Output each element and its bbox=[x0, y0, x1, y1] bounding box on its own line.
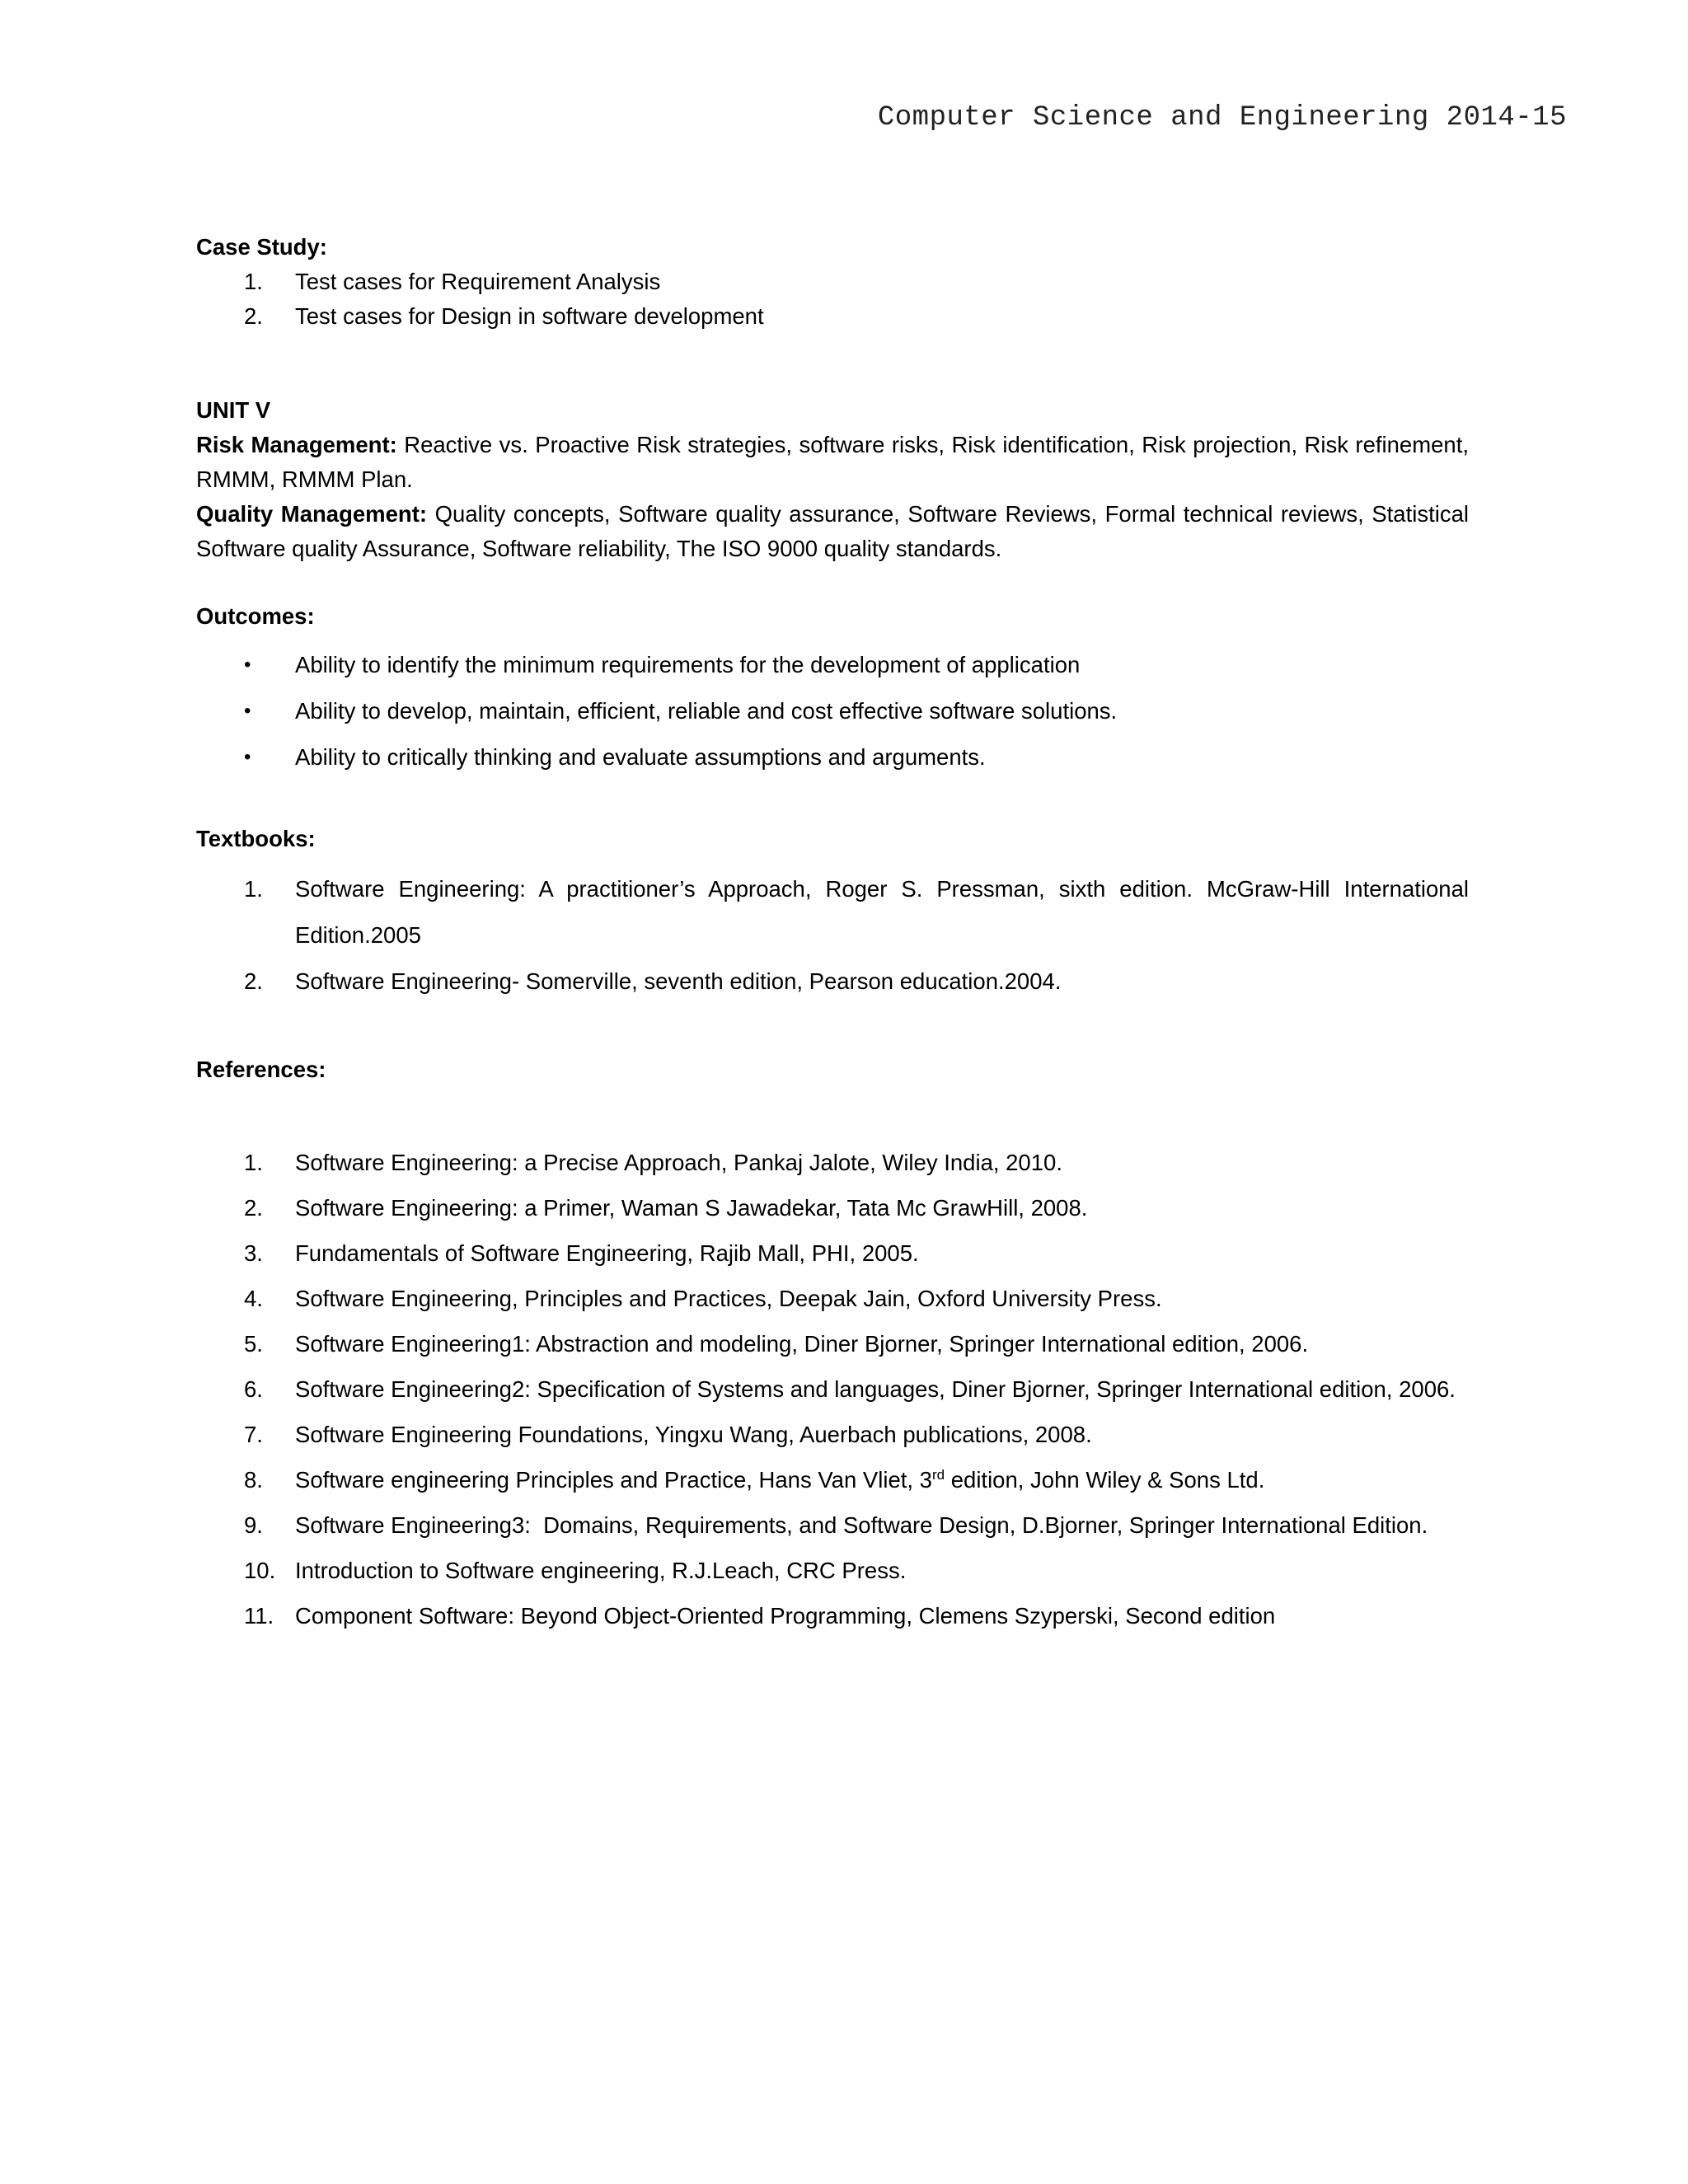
list-item-text: Software Engineering3: Domains, Requirements, and Software Design, D.Bjorner, Springer International Edition. bbox=[295, 1512, 1428, 1538]
list-item bbox=[196, 1502, 1469, 1548]
list-item-text: Ability to develop, maintain, efficient, reliable and cost effective software solutions. bbox=[295, 698, 1118, 724]
list-number: 1. bbox=[244, 876, 263, 902]
list-number: 3. bbox=[244, 1240, 263, 1266]
list-number: 5. bbox=[244, 1331, 263, 1357]
list-item-text: Fundamentals of Software Engineering, Rajib Mall, PHI, 2005. bbox=[295, 1240, 919, 1266]
list-item-text: Software Engineering, Principles and Practices, Deepak Jain, Oxford University Press. bbox=[295, 1286, 1162, 1311]
list-item-text: Software Engineering- Somerville, seventh edition, Pearson education.2004. bbox=[295, 968, 1062, 994]
list-item-text: Software Engineering: a Precise Approach, Pankaj Jalote, Wiley India, 2010. bbox=[295, 1150, 1062, 1175]
list-item bbox=[196, 265, 1469, 299]
list-item bbox=[196, 1230, 1469, 1276]
outcomes-list bbox=[196, 642, 1469, 780]
list-number: 2. bbox=[244, 968, 263, 994]
bullet-icon: • bbox=[244, 746, 251, 768]
case-study-list bbox=[196, 265, 1469, 334]
list-item-text: Software Engineering1: Abstraction and modeling, Diner Bjorner, Springer International edition, 2006. bbox=[295, 1331, 1309, 1357]
list-item-text: Test cases for Requirement Analysis bbox=[295, 269, 661, 294]
ordinal-superscript: rd bbox=[931, 1466, 945, 1483]
list-item bbox=[196, 958, 1469, 1005]
risk-management-text: Reactive vs. Proactive Risk strategies, software risks, Risk identification, Risk projection, Risk refinement, RMMM, RMMM Plan. bbox=[196, 432, 1469, 492]
list-item bbox=[196, 1593, 1469, 1638]
reference-text-end: edition, John Wiley & Sons Ltd. bbox=[945, 1467, 1265, 1493]
quality-management-paragraph bbox=[196, 497, 1469, 566]
list-number: 1. bbox=[244, 269, 263, 294]
textbooks-heading: Textbooks: bbox=[196, 826, 316, 851]
page-header: Computer Science and Engineering 2014-15 bbox=[877, 102, 1567, 134]
list-number: 1. bbox=[244, 1150, 263, 1175]
document-body bbox=[196, 230, 1469, 1638]
list-item bbox=[196, 1412, 1469, 1457]
outcomes-heading: Outcomes: bbox=[196, 603, 315, 629]
list-item bbox=[196, 1366, 1469, 1412]
list-item-text: Software Engineering2: Specification of Systems and languages, Diner Bjorner, Springer International edition, 2006. bbox=[295, 1376, 1456, 1402]
bullet-icon: • bbox=[244, 700, 251, 722]
list-item bbox=[196, 688, 1469, 734]
case-study-heading: Case Study: bbox=[196, 234, 327, 260]
list-item bbox=[196, 642, 1469, 688]
list-item bbox=[196, 1457, 1469, 1502]
list-item-text: Software Engineering Foundations, Yingxu Wang, Auerbach publications, 2008. bbox=[295, 1422, 1092, 1447]
list-item bbox=[196, 299, 1469, 334]
list-item-text: Software Engineering: A practitioner’s Approach, Roger S. Pressman, sixth edition. McGraw-Hill International Edition.2005 bbox=[295, 876, 1469, 948]
list-item bbox=[196, 1321, 1469, 1366]
list-item-text: Software Engineering: a Primer, Waman S Jawadekar, Tata Mc GrawHill, 2008. bbox=[295, 1195, 1088, 1221]
list-number: 6. bbox=[244, 1376, 263, 1402]
list-item-text: Test cases for Design in software development bbox=[295, 303, 764, 329]
list-number: 2. bbox=[244, 1195, 263, 1221]
list-number: 9. bbox=[244, 1512, 263, 1538]
list-number: 2. bbox=[244, 303, 263, 329]
list-item bbox=[196, 734, 1469, 780]
bullet-icon: • bbox=[244, 654, 251, 676]
list-number: 8. bbox=[244, 1467, 263, 1493]
list-item-text: Ability to identify the minimum requirements for the development of application bbox=[295, 652, 1081, 677]
reference-text-start: Software engineering Principles and Practice, Hans Van Vliet, 3 bbox=[295, 1467, 932, 1493]
list-number: 10. bbox=[244, 1558, 276, 1583]
list-number: 11. bbox=[244, 1603, 274, 1629]
list-item bbox=[196, 1276, 1469, 1321]
list-number: 7. bbox=[244, 1422, 263, 1447]
list-item-text bbox=[295, 1457, 1469, 1502]
quality-management-text: Quality concepts, Software quality assurance, Software Reviews, Formal technical reviews, Statistical Software quality Assurance, Software reliability, The ISO 9000 quality standards. bbox=[196, 501, 1470, 561]
list-item bbox=[196, 1548, 1469, 1593]
risk-management-paragraph bbox=[196, 428, 1469, 497]
list-item-text: Introduction to Software engineering, R.J.Leach, CRC Press. bbox=[295, 1558, 907, 1583]
quality-management-label: Quality Management: bbox=[196, 501, 428, 527]
references-list bbox=[196, 1140, 1469, 1638]
list-item-text: Ability to critically thinking and evaluate assumptions and arguments. bbox=[295, 744, 986, 770]
list-item bbox=[196, 866, 1469, 958]
list-item bbox=[196, 1185, 1469, 1230]
unit-heading: UNIT V bbox=[196, 397, 271, 423]
list-item bbox=[196, 1140, 1469, 1185]
textbooks-list bbox=[196, 866, 1469, 1005]
list-number: 4. bbox=[244, 1286, 263, 1311]
risk-management-label: Risk Management: bbox=[196, 432, 397, 457]
references-heading: References: bbox=[196, 1057, 326, 1082]
list-item-text: Component Software: Beyond Object-Oriented Programming, Clemens Szyperski, Second edition bbox=[295, 1603, 1276, 1629]
